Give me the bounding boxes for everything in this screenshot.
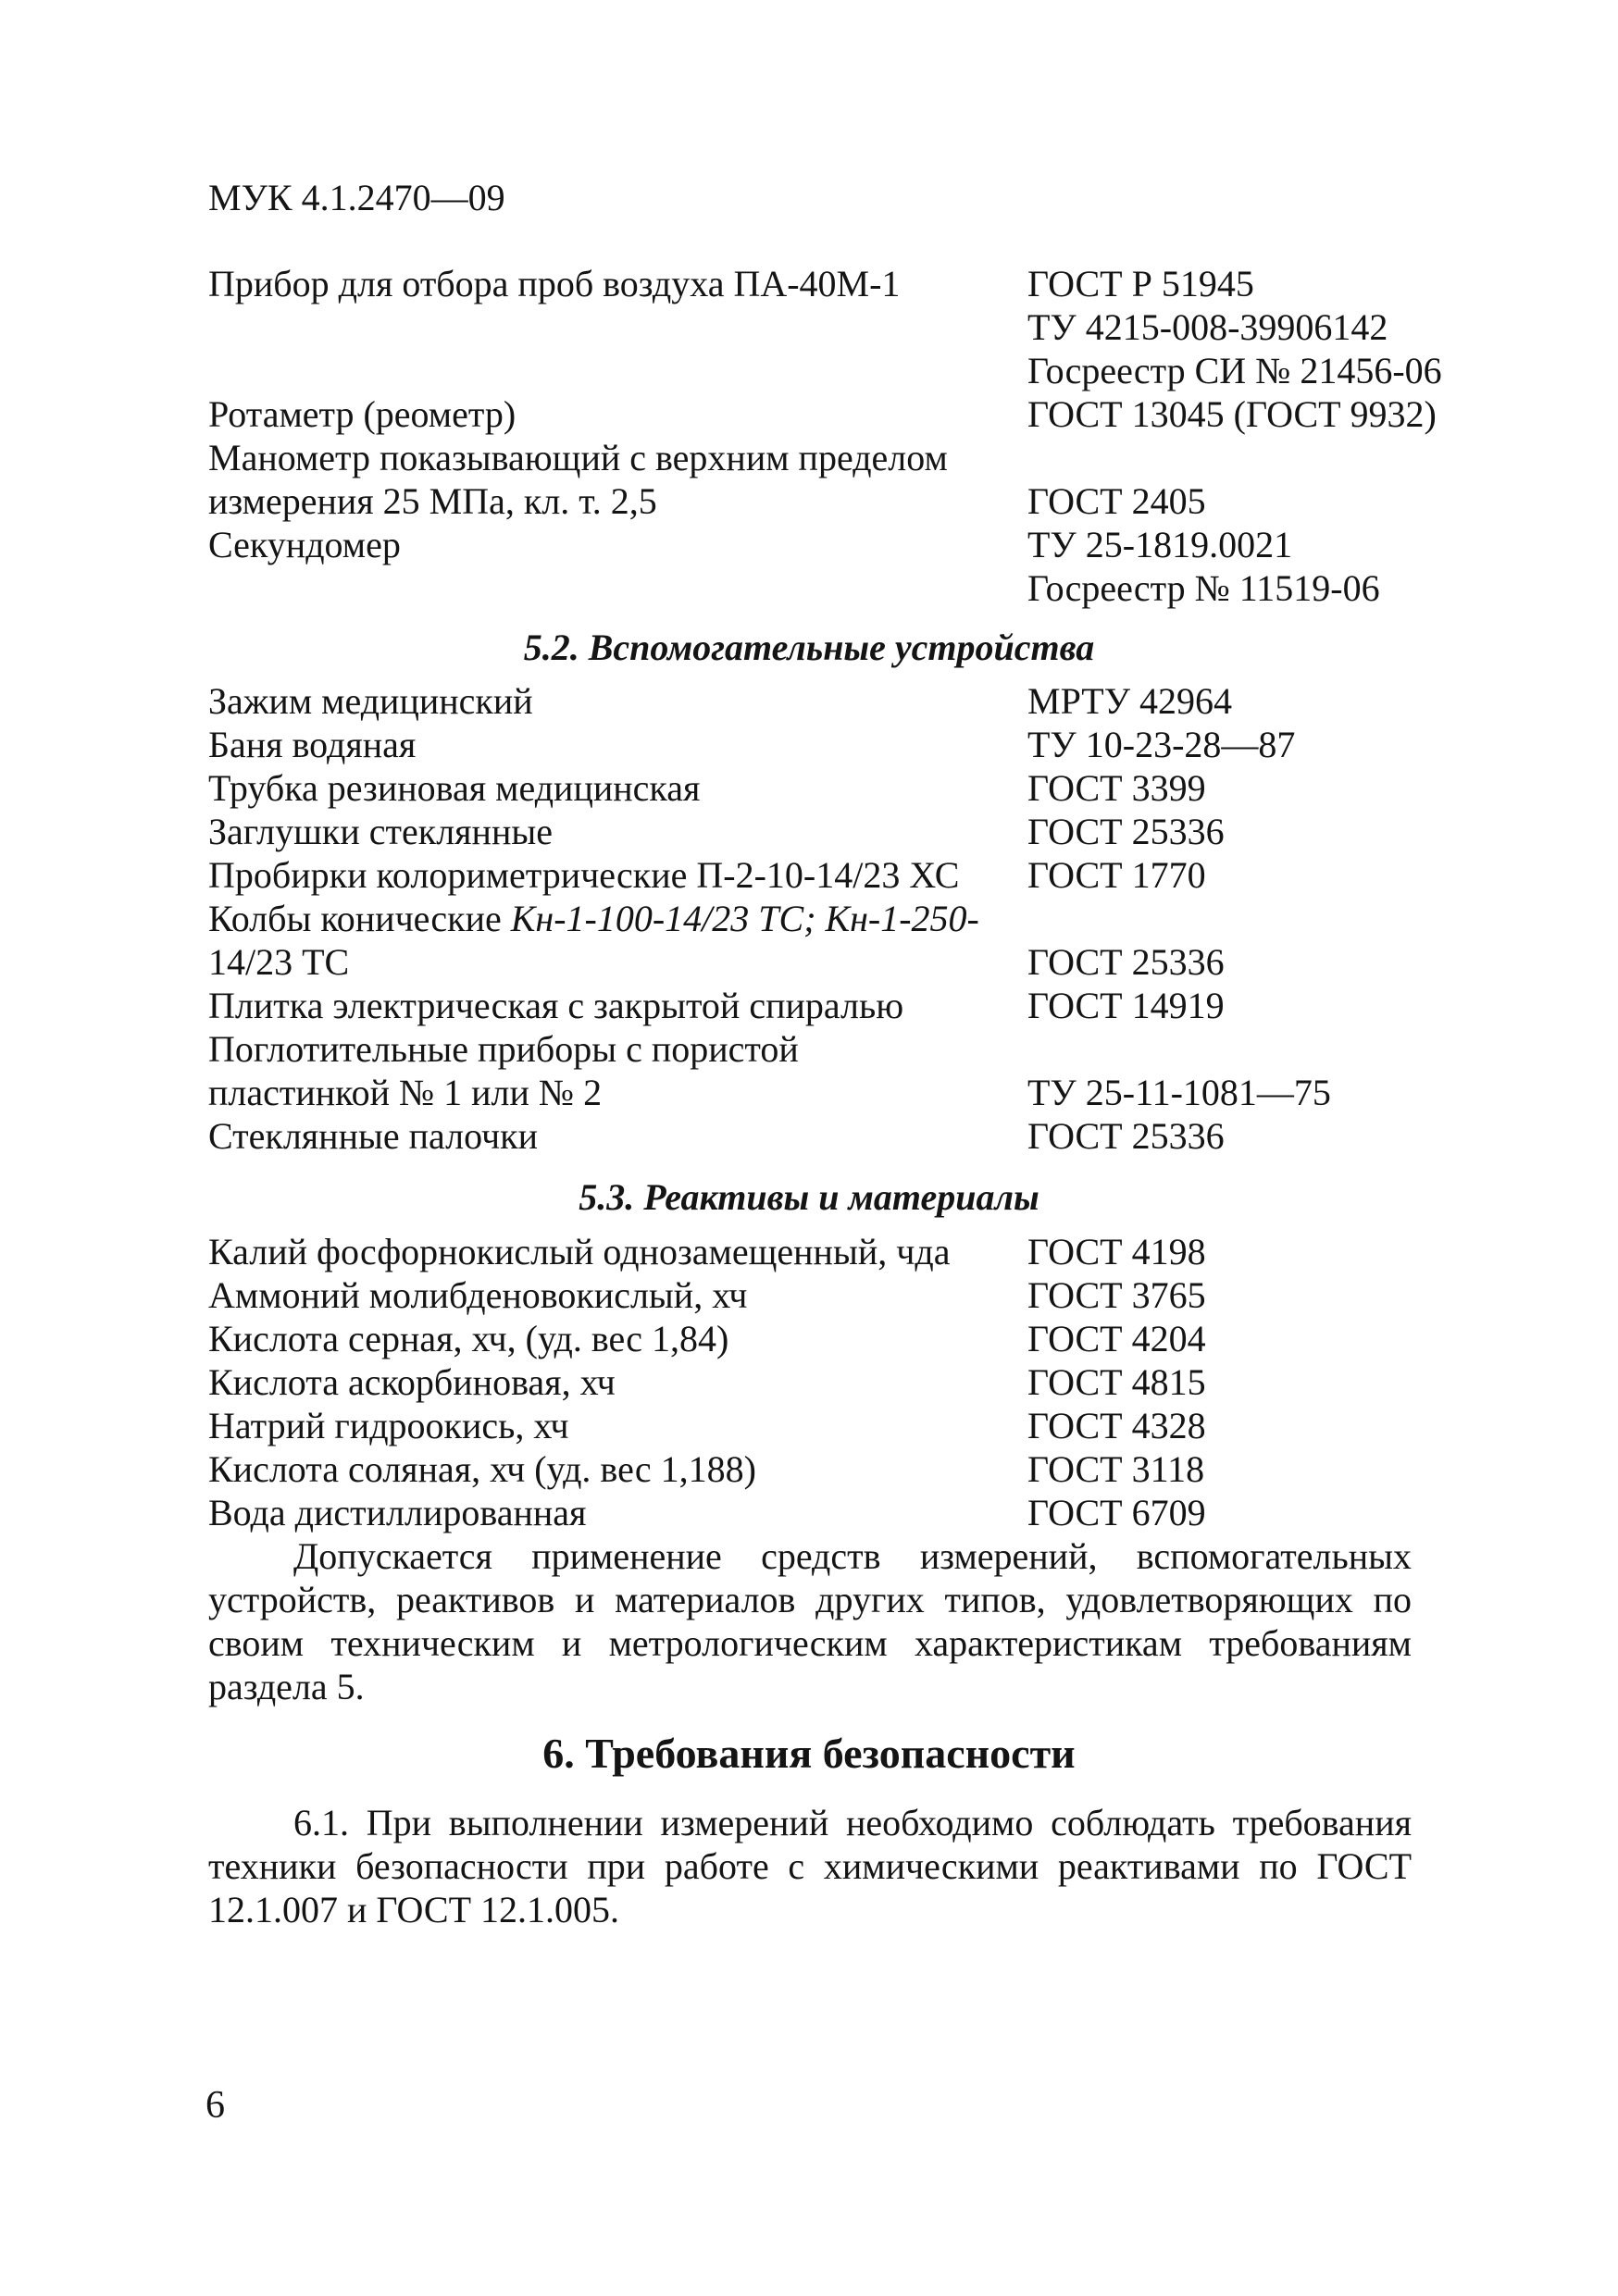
instruments-list [208, 262, 1442, 610]
list-item [208, 1447, 1439, 1491]
item-standard: ГОСТ 25336 [1027, 1115, 1225, 1157]
auxiliary-devices-list [208, 679, 1439, 1158]
reagents-list [208, 1230, 1439, 1534]
list-item [208, 1114, 1439, 1158]
item-standard: ТУ 4215-008-39906142 [1027, 306, 1388, 348]
item-name: Пробирки колориметрические П-2-10-14/23 ХС [208, 854, 960, 896]
item-name: Стеклянные палочки [208, 1115, 539, 1157]
item-standard: ТУ 10-23-28—87 [1027, 724, 1296, 765]
list-item [208, 436, 1439, 479]
list-item [208, 940, 1439, 984]
item-name: Поглотительные приборы с пористой [208, 1028, 799, 1070]
item-standard: ТУ 25-1819.0021 [1027, 524, 1293, 565]
item-name: Натрий гидроокись, хч [208, 1405, 569, 1446]
list-item [208, 679, 1439, 723]
item-name: Калий фосфорнокислый однозамещенный, чда [208, 1231, 951, 1272]
list-item [208, 1027, 1439, 1071]
item-standard: Госреестр СИ № 21456-06 [1027, 350, 1442, 391]
item-standard: ГОСТ 1770 [1027, 854, 1206, 896]
item-name [208, 305, 1027, 349]
list-item [208, 349, 1442, 392]
item-name [208, 349, 1027, 392]
item-standard: ГОСТ 3118 [1027, 1448, 1205, 1490]
item-standard: ГОСТ 25336 [1027, 941, 1225, 983]
item-standard: ГОСТ 13045 (ГОСТ 9932) [1027, 393, 1437, 435]
item-standard: ГОСТ 25336 [1027, 811, 1225, 852]
safety-text: 6.1. При выполнении измерений необходимо соблюдать требования техники безопасности при работе с химическими реактивами по ГОСТ 12.1.007 и ГОСТ 12.1.005. [208, 1802, 1412, 1930]
list-item [208, 984, 1439, 1027]
item-name: Баня водяная [208, 724, 417, 765]
item-name [208, 897, 1027, 940]
list-item [208, 479, 1439, 523]
item-name: Зажим медицинский [208, 680, 533, 722]
safety-paragraph [208, 1801, 1412, 1931]
item-standard: ГОСТ Р 51945 [1027, 263, 1254, 304]
section-5-2-title: 5.2. Вспомогательные устройства [523, 627, 1095, 668]
section-6-title: 6. Требования безопасности [542, 1730, 1076, 1777]
list-item [208, 853, 1439, 897]
list-item [208, 1404, 1439, 1447]
item-name: Аммоний молибденовокислый, хч [208, 1274, 748, 1316]
item-standard: ГОСТ 4328 [1027, 1405, 1206, 1446]
item-name: Прибор для отбора проб воздуха ПА-40М-1 [208, 263, 901, 304]
list-item [208, 262, 1439, 305]
list-item [208, 1317, 1439, 1360]
list-item [208, 1273, 1439, 1317]
item-standard: ТУ 25-11-1081—75 [1027, 1072, 1331, 1113]
item-standard: ГОСТ 2405 [1027, 480, 1206, 522]
allowance-text: Допускается применение средств измерений, вспомогательных устройств, реактивов и материалов других типов, удовлетворяющих по своим техническим и метрологическим характеристикам требованиям раздела 5. [208, 1535, 1412, 1707]
item-name: Кислота соляная, хч (уд. вес 1,188) [208, 1448, 756, 1490]
item-standard: ГОСТ 3399 [1027, 767, 1206, 809]
item-name: Плитка электрическая с закрытой спиралью [208, 985, 904, 1026]
list-item [208, 723, 1439, 766]
item-standard: Госреестр № 11519-06 [1027, 567, 1380, 609]
item-name: пластинкой № 1 или № 2 [208, 1072, 603, 1113]
list-item [208, 766, 1439, 810]
list-item [208, 1360, 1439, 1404]
page-number: 6 [205, 2084, 225, 2127]
flasks-prefix: Колбы конические [208, 898, 511, 939]
document-header: МУК 4.1.2470—09 [208, 177, 505, 218]
list-item [208, 566, 1439, 610]
item-name: измерения 25 МПа, кл. т. 2,5 [208, 480, 657, 522]
item-name: Заглушки стеклянные [208, 811, 553, 852]
item-name: Трубка резиновая медицинская [208, 767, 701, 809]
item-standard: ГОСТ 4204 [1027, 1318, 1206, 1359]
item-name: Вода дистиллированная [208, 1492, 587, 1533]
item-name: Манометр показывающий с верхним пределом [208, 437, 948, 478]
list-item [208, 810, 1439, 853]
item-name: 14/23 ТС [208, 941, 350, 983]
item-name [208, 566, 1027, 610]
section-5-3-title: 5.3. Реактивы и материалы [579, 1176, 1039, 1218]
item-standard: МРТУ 42964 [1027, 680, 1233, 722]
list-item [208, 1491, 1439, 1534]
allowance-paragraph [208, 1534, 1412, 1708]
item-standard: ГОСТ 6709 [1027, 1492, 1206, 1533]
list-item [208, 392, 1439, 436]
item-standard: ГОСТ 14919 [1027, 985, 1225, 1026]
item-name: Кислота серная, хч, (уд. вес 1,84) [208, 1318, 729, 1359]
list-item [208, 1230, 1439, 1273]
item-standard: ГОСТ 4198 [1027, 1231, 1206, 1272]
list-item [208, 305, 1439, 349]
list-item [208, 1071, 1439, 1114]
item-name: Секундомер [208, 524, 401, 565]
flasks-models: Кн-1-100-14/23 ТС; Кн-1-250- [510, 898, 979, 939]
item-name: Кислота аскорбиновая, хч [208, 1361, 616, 1403]
item-standard: ГОСТ 4815 [1027, 1361, 1206, 1403]
item-name: Ротаметр (реометр) [208, 393, 517, 435]
list-item [208, 523, 1439, 566]
list-item [208, 897, 1439, 940]
item-standard: ГОСТ 3765 [1027, 1274, 1206, 1316]
